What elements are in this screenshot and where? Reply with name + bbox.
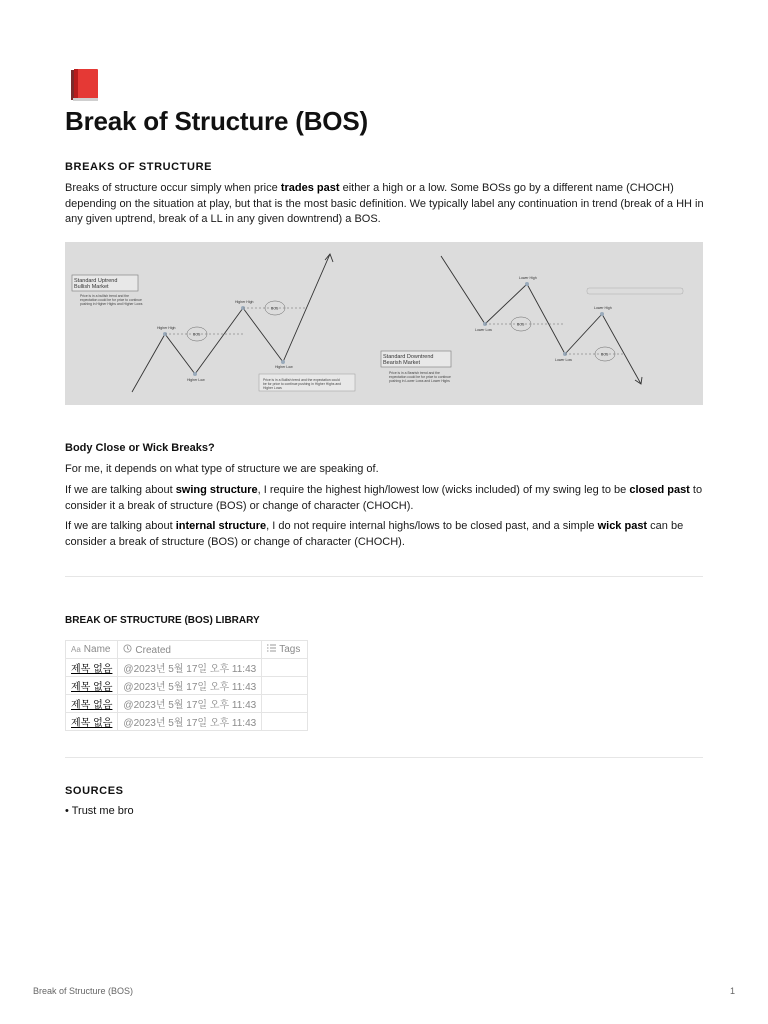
- divider-1: [65, 576, 703, 577]
- swing-structure-paragraph: If we are talking about swing structure, I require the highest high/lowest low (wicks included) of my swing leg to be closed past to consider it a break of structure (BOS) or change of character (CHOCH).: [65, 484, 703, 512]
- row-name-cell[interactable]: [66, 695, 118, 713]
- row-created-cell: @2023년 5월 17일 오후 11:43: [118, 695, 262, 713]
- bos-diagram-image: [65, 242, 703, 405]
- uptrend-desc-2: expectation could be for price to continue: [80, 298, 142, 302]
- footer-title: Break of Structure (BOS): [33, 986, 134, 996]
- breaks-paragraph: Breaks of structure occur simply when price trades past either a high or a low. Some BOSs go by a different name (CHOCH) depending on the situation at play, but that is the most basic definition. We typically label any continuation in trend (break of a HH in any given uptrend, break of a LL in any given downtrend) a BOS.: [65, 182, 704, 225]
- label-higher-low-2: Higher Low: [275, 365, 293, 369]
- page-title: Break of Structure (BOS): [65, 106, 368, 136]
- uptrend-price-path: [132, 254, 330, 392]
- section-heading-body-close: Body Close or Wick Breaks?: [65, 442, 215, 454]
- row-name-cell[interactable]: [66, 659, 118, 677]
- uptrend-title-line2: Bullish Market: [74, 284, 109, 290]
- row-name-link[interactable]: 제목 없음: [71, 700, 113, 711]
- table-row[interactable]: [66, 695, 308, 713]
- uptrend-note-2: be for price to continue pushing in Higher Highs and: [263, 382, 342, 386]
- uptrend-arrowhead: [325, 254, 333, 262]
- label-higher-low-1: Higher Low: [187, 378, 205, 382]
- uptrend-note-3: Higher Lows: [263, 386, 282, 390]
- bos-library-table: [65, 640, 308, 731]
- label-bos-up-2: BOS: [271, 306, 279, 311]
- label-lower-high-1: Lower High: [519, 276, 537, 280]
- footer-page-number: 1: [730, 986, 736, 996]
- table-header-row: [66, 641, 308, 659]
- label-bos-down-2: BOS: [601, 352, 609, 357]
- downtrend-desc-3: pushing in Lower Lows and Lower Highs: [389, 379, 450, 383]
- divider-2: [65, 757, 703, 758]
- uptrend-note-1: Price is in a Bullish trend and the expectation could: [263, 378, 340, 382]
- row-created-cell: @2023년 5월 17일 오후 11:43: [118, 677, 262, 695]
- column-header-name[interactable]: Aa Name: [66, 641, 118, 659]
- table-row[interactable]: [66, 713, 308, 731]
- downtrend-title-line2: Bearish Market: [383, 360, 420, 366]
- row-tags-cell: [262, 659, 308, 677]
- downtrend-title-line1: Standard Downtrend: [383, 354, 434, 360]
- column-header-created[interactable]: Created: [118, 641, 262, 659]
- column-header-tags[interactable]: Tags: [262, 641, 308, 659]
- uptrend-desc-1: Price is in a bullish trend and the: [80, 294, 130, 298]
- red-book-icon: [70, 68, 100, 102]
- uptrend-desc-3: pushing in Higher Highs and Higher Lows: [80, 302, 143, 306]
- list-icon: [267, 644, 276, 654]
- label-higher-high-1: Higher High: [157, 326, 176, 330]
- row-created-cell: @2023년 5월 17일 오후 11:43: [118, 713, 262, 731]
- row-name-cell[interactable]: [66, 713, 118, 731]
- structure-intro-paragraph: For me, it depends on what type of structure we are speaking of.: [65, 463, 379, 475]
- downtrend-price-path: [441, 256, 641, 384]
- uptrend-title-line1: Standard Uptrend: [74, 278, 118, 284]
- downtrend-arrowhead: [635, 377, 642, 384]
- uptrend-point-hl1: [193, 372, 197, 376]
- row-name-link[interactable]: 제목 없음: [71, 664, 113, 675]
- row-name-link[interactable]: 제목 없음: [71, 718, 113, 729]
- internal-structure-paragraph: If we are talking about internal structure, I do not require internal highs/lows to be closed past, and a simple wick past can be consider a break of structure (BOS) or change of character (CHOCH).: [65, 520, 684, 548]
- uptrend-point-hl2: [281, 360, 285, 364]
- row-name-cell[interactable]: [66, 677, 118, 695]
- row-created-cell: @2023년 5월 17일 오후 11:43: [118, 659, 262, 677]
- clock-icon: [123, 644, 132, 655]
- row-tags-cell: [262, 695, 308, 713]
- label-lower-high-2: Lower High: [594, 306, 612, 310]
- label-lower-low-2: Lower Low: [555, 358, 572, 362]
- row-name-link[interactable]: 제목 없음: [71, 682, 113, 693]
- label-higher-high-2: Higher High: [235, 300, 254, 304]
- library-heading: BREAK OF STRUCTURE (BOS) LIBRARY: [65, 615, 260, 626]
- downtrend-desc-1: Price is in a Bearish trend and the: [389, 371, 440, 375]
- sources-heading: SOURCES: [65, 785, 124, 797]
- sources-list-item: • Trust me bro: [65, 805, 134, 817]
- label-bos-up-1: BOS: [193, 332, 201, 337]
- table-row[interactable]: [66, 659, 308, 677]
- label-lower-low-1: Lower Low: [475, 328, 492, 332]
- downtrend-desc-2: expectation could be for price to continue: [389, 375, 451, 379]
- table-row[interactable]: [66, 677, 308, 695]
- text-property-icon: Aa: [71, 645, 81, 654]
- source-item-text: Trust me bro: [71, 805, 134, 817]
- section-heading-breaks: BREAKS OF STRUCTURE: [65, 161, 213, 173]
- row-tags-cell: [262, 713, 308, 731]
- label-bos-down-1: BOS: [517, 322, 525, 327]
- row-tags-cell: [262, 677, 308, 695]
